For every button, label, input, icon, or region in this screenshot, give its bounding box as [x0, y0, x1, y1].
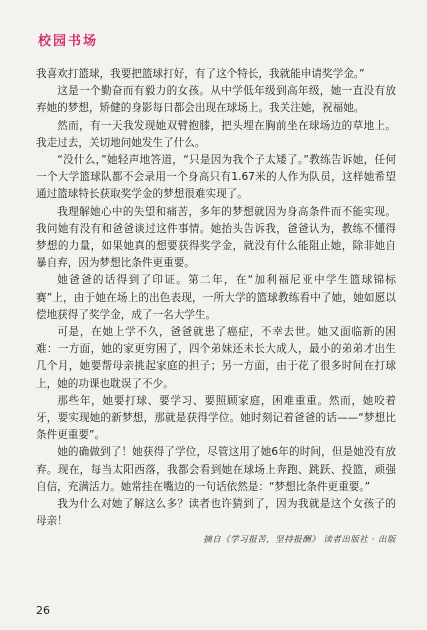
paragraph: “没什么，”她轻声地答道，“只是因为我个子太矮了。”教练告诉她，任何一个大学篮球队都不会录用一个身高只有1.67米的人作为队员，这样她希望通过篮球特长获取奖学金的梦想很难实现了。 — [36, 154, 396, 201]
source-citation: 摘自《学习报苦，坚持报酬》 读者出版社 · 出版 — [203, 535, 396, 546]
paragraph: 我为什么对她了解这么多？读者也许猜到了，因为我就是这个女孩子的母亲！ — [36, 498, 396, 528]
paragraph: 然而，有一天我发现她双臂抱膝，把头埋在胸前坐在球场边的草地上。我走过去，关切地问她发生了什么。 — [36, 119, 396, 149]
paragraph: 我喜欢打篮球，我要把篮球打好，有了这个特长，我就能申请奖学金。” — [36, 68, 365, 80]
paragraph: 这是一个勤奋而有毅力的女孩。从中学低年级到高年级，她一直没有放弃她的梦想，矫健的身影每日都会出现在球场上。我关注她，祝福她。 — [36, 85, 396, 115]
paragraph: 可是，在她上学不久，爸爸就患了癌症，不幸去世。她又面临新的困难：一方面，她的家更穷困了，四个弟妹还未长大成人，最小的弟弟才出生几个月，她要帮母亲挑起家庭的担子；另一方面，由于花了很多时间在打球上，她的功课也耽误了不少。 — [36, 326, 396, 390]
paragraph: 她的确做到了！她获得了学位，尽管这用了她6年的时间，但是她没有放弃。现在，每当太阳西落，我都会看到她在球场上奔跑、跳跃、投篮，顽强自信，充满活力。她常挂在嘴边的一句话依然是：“梦想比条件更重要。” — [36, 446, 396, 493]
page-number: 26 — [36, 604, 50, 617]
paragraph: 我理解她心中的失望和痛苦，多年的梦想就因为身高条件而不能实现。我问她有没有和爸爸谈过这件事情。她抬头告诉我，爸爸认为，教练不懂得梦想的力量，如果她真的想要获得奖学金，就没有什么能阻止她，除非她自暴自弃，因为梦想比条件更重要。 — [36, 205, 396, 270]
paragraph: 她爸爸的话得到了印证。第二年，在“加利福尼亚中学生篮球锦标赛”上，由于她在场上的出色表现，一所大学的篮球教练看中了她，她如愿以偿地获得了奖学金，成了一名大学生。 — [36, 274, 396, 321]
paragraph: 那些年，她要打球、要学习、要照顾家庭，困难重重。然而，她咬着牙，要实现她的新梦想，那就是获得学位。她时刻记着爸爸的话——“梦想比条件更重要”。 — [36, 394, 396, 442]
article-body — [36, 66, 396, 550]
section-title: 校园书场 — [38, 34, 99, 49]
